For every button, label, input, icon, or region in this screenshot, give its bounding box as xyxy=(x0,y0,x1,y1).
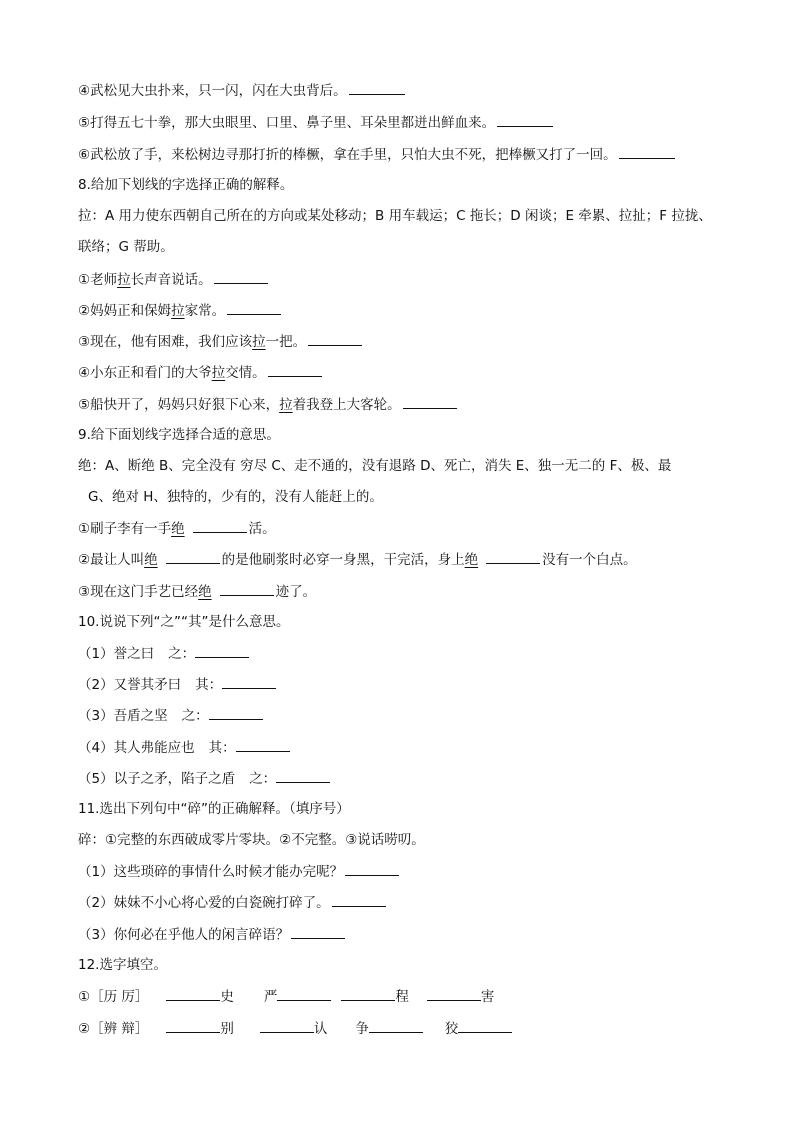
q9-item-3-post: 迹了。 xyxy=(275,584,317,600)
answer-blank[interactable] xyxy=(222,674,276,689)
q9-item-2-underlined: 绝 xyxy=(144,552,158,568)
q12-row-1 xyxy=(78,986,494,1006)
q8-item-1-post: 长声音说话。 xyxy=(130,272,212,288)
q12-row-2-word-4: 狡 xyxy=(444,1021,459,1037)
q9-item-2-mid: 的是他刷浆时必穿一身黑，干完活，身上 xyxy=(221,552,465,568)
q9-item-2 xyxy=(78,549,637,569)
answer-blank[interactable] xyxy=(166,986,220,1001)
q9-item-2-post: 没有一个白点。 xyxy=(542,552,637,568)
q12-row-2-label: ②［辨 辩］ xyxy=(78,1021,149,1037)
q8-item-2-underlined: 拉 xyxy=(171,303,185,319)
q8-definition-line-1: 拉：A 用力使东西朝自己所在的方向或某处移动；B 用车载运；C 拖长；D 闲谈；E 牵累、拉扯；F 拉拢、 xyxy=(78,208,712,224)
q12-row-2-word-2: 认 xyxy=(313,1021,328,1037)
q12-row-1-label: ①［历 厉］ xyxy=(78,989,149,1005)
q8-item-3-underlined: 拉 xyxy=(252,334,266,350)
q11-title: 11.选出下列句中“碎”的正确解释。（填序号） xyxy=(78,801,350,817)
q8-item-2-pre: ②妈妈正和保姆 xyxy=(78,303,172,319)
answer-blank[interactable] xyxy=(209,705,263,720)
q12-row-1-word-2: 严 xyxy=(263,989,278,1005)
q8-item-1-pre: ①老师 xyxy=(78,272,118,288)
q9-item-1-underlined: 绝 xyxy=(171,521,185,537)
q10-item-2-key: 其： xyxy=(195,677,223,693)
q10-item-4-key: 其： xyxy=(208,740,236,756)
q10-item-2 xyxy=(78,674,276,694)
q8-item-2-post: 家常。 xyxy=(184,303,226,319)
q12-row-2 xyxy=(78,1018,512,1038)
q10-item-5 xyxy=(78,768,330,788)
q9-item-3-underlined: 绝 xyxy=(198,584,212,600)
q10-item-4 xyxy=(78,737,290,757)
answer-blank[interactable] xyxy=(427,986,481,1001)
q9-item-3-pre: ③现在这门手艺已经 xyxy=(78,584,199,600)
q11-item-2-text: （2）妹妹不小心将心爱的白瓷碗打碎了。 xyxy=(78,895,330,911)
q12-row-1-word-1: 史 xyxy=(220,989,234,1005)
answer-blank[interactable] xyxy=(193,518,247,533)
answer-blank[interactable] xyxy=(619,144,675,159)
q8-title: 8.给加下划线的字选择正确的解释。 xyxy=(78,177,294,193)
answer-blank[interactable] xyxy=(403,394,457,409)
q10-title: 10.说说下列“之”“其”是什么意思。 xyxy=(78,614,290,630)
q8-item-4-post: 交情。 xyxy=(225,365,266,381)
q10-item-1 xyxy=(78,643,249,663)
answer-blank[interactable] xyxy=(268,362,322,377)
answer-blank[interactable] xyxy=(341,986,395,1001)
q10-item-4-phrase: （4）其人弗能应也 xyxy=(78,740,195,756)
q11-item-1 xyxy=(78,861,399,881)
answer-blank[interactable] xyxy=(276,768,330,783)
q9-item-1-pre: ①刷子李有一手 xyxy=(78,521,172,537)
q11-definition: 碎：①完整的东西破成零片零块。②不完整。③说话唠叨。 xyxy=(78,832,425,848)
q9-item-2-pre: ②最让人叫 xyxy=(78,552,145,568)
answer-blank[interactable] xyxy=(308,331,362,346)
q8-item-3-pre: ③现在，他有困难，我们应该 xyxy=(78,334,253,350)
q8-item-4 xyxy=(78,362,322,382)
q8-item-5-underlined: 拉 xyxy=(279,397,293,413)
q7-item-4-text: ④武松见大虫扑来，只一闪，闪在大虫背后。 xyxy=(78,83,347,99)
q8-item-4-underlined: 拉 xyxy=(211,365,226,381)
q8-item-5 xyxy=(78,394,457,414)
q8-item-1 xyxy=(78,269,268,289)
q7-item-5 xyxy=(78,112,553,132)
q8-item-3-post: 一把。 xyxy=(265,334,307,350)
q9-definition-line-2: G、绝对 H、独特的，少有的，没有人能赶上的。 xyxy=(88,489,383,505)
q9-item-1 xyxy=(78,518,276,538)
answer-blank[interactable] xyxy=(345,861,399,876)
answer-blank[interactable] xyxy=(227,300,281,315)
answer-blank[interactable] xyxy=(486,549,540,564)
q12-row-2-word-1: 别 xyxy=(220,1021,234,1037)
q12-row-1-word-4: 害 xyxy=(480,989,495,1005)
answer-blank[interactable] xyxy=(332,892,386,907)
q8-item-2 xyxy=(78,300,281,320)
q10-item-1-key: 之： xyxy=(168,646,196,662)
q10-item-5-key: 之： xyxy=(249,771,277,787)
q7-item-6-text: ⑥武松放了手，来松树边寻那打折的棒橛，拿在手里，只怕大虫不死，把棒橛又打了一回。 xyxy=(78,147,617,163)
answer-blank[interactable] xyxy=(349,80,405,95)
answer-blank[interactable] xyxy=(458,1018,512,1033)
q12-row-1-word-3: 程 xyxy=(395,989,409,1005)
q8-item-1-underlined: 拉 xyxy=(117,272,131,288)
q11-item-1-text: （1）这些琐碎的事情什么时候才能办完呢？ xyxy=(78,864,344,880)
q7-item-6 xyxy=(78,144,675,164)
q11-item-3 xyxy=(78,924,345,944)
q7-item-5-text: ⑤打得五七十拳，那大虫眼里、口里、鼻子里、耳朵里都迸出鲜血来。 xyxy=(78,115,496,131)
q9-definition-line-1: 绝：A、断绝 B、完全没有 穷尽 C、走不通的，没有退路 D、死亡，消失 E、独一无二的 F、极、最 xyxy=(78,458,672,474)
q9-item-1-post: 活。 xyxy=(248,521,276,537)
answer-blank[interactable] xyxy=(277,986,331,1001)
q9-item-2-underlined-2: 绝 xyxy=(464,552,479,568)
answer-blank[interactable] xyxy=(195,643,249,658)
q9-item-3 xyxy=(78,581,316,601)
q11-item-2 xyxy=(78,892,386,912)
answer-blank[interactable] xyxy=(236,737,290,752)
answer-blank[interactable] xyxy=(369,1018,423,1033)
q8-item-5-post: 着我登上大客轮。 xyxy=(292,397,401,413)
q11-item-3-text: （3）你何必在乎他人的闲言碎语？ xyxy=(78,927,290,943)
answer-blank[interactable] xyxy=(260,1018,314,1033)
q10-item-3-key: 之： xyxy=(181,708,209,724)
q10-item-5-phrase: （5）以子之矛，陷子之盾 xyxy=(78,771,236,787)
q10-item-3 xyxy=(78,705,263,725)
answer-blank[interactable] xyxy=(166,1018,220,1033)
q12-row-2-word-3: 争 xyxy=(355,1021,369,1037)
q8-item-4-pre: ④小东正和看门的大爷 xyxy=(78,365,212,381)
q10-item-1-phrase: （1）誉之曰 xyxy=(78,646,155,662)
q8-item-3 xyxy=(78,331,362,351)
q10-item-3-phrase: （3）吾盾之坚 xyxy=(78,708,168,724)
q8-item-5-pre: ⑤船快开了，妈妈只好狠下心来， xyxy=(78,397,280,413)
answer-blank[interactable] xyxy=(214,269,268,284)
q8-definition-line-2: 联络；G 帮助。 xyxy=(78,239,174,255)
answer-blank[interactable] xyxy=(291,924,345,939)
q12-title: 12.选字填空。 xyxy=(78,957,167,973)
q7-item-4 xyxy=(78,80,405,100)
answer-blank[interactable] xyxy=(497,112,553,127)
q9-title: 9.给下面划线字选择合适的意思。 xyxy=(78,427,280,443)
answer-blank[interactable] xyxy=(220,581,274,596)
q10-item-2-phrase: （2）又誉其矛曰 xyxy=(78,677,182,693)
answer-blank[interactable] xyxy=(166,549,220,564)
